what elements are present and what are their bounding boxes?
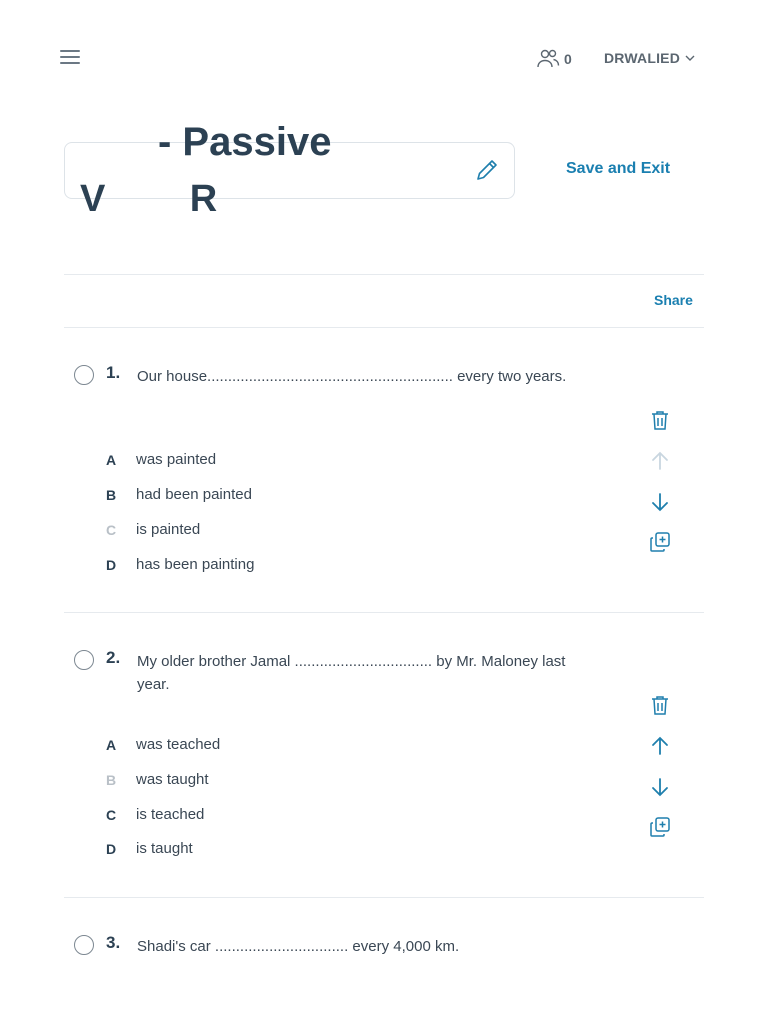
question-number: 1. — [106, 363, 121, 382]
option-text: was painted — [136, 451, 217, 468]
arrow-down-icon[interactable] — [648, 775, 672, 799]
question-text: Our house........................................................... every two years. — [137, 368, 567, 385]
trash-icon[interactable] — [648, 693, 672, 717]
duplicate-icon[interactable] — [648, 815, 672, 839]
option-letter: C — [106, 521, 117, 538]
option-letter: A — [106, 451, 117, 468]
arrow-down-icon[interactable] — [648, 490, 672, 514]
arrow-up-icon[interactable] — [648, 734, 672, 758]
quiz-title-line1: - Passive — [158, 120, 332, 164]
option-text: is painted — [136, 521, 201, 538]
option-text: has been painting — [136, 556, 255, 573]
divider — [64, 327, 704, 328]
question-text: My older brother Jamal ................................. by Mr. Maloney last year. — [137, 653, 566, 693]
option-d[interactable] — [106, 556, 254, 573]
option-a[interactable] — [106, 736, 220, 753]
option-b[interactable] — [106, 771, 209, 788]
question-number: 2. — [106, 648, 121, 667]
arrow-up-icon — [648, 449, 672, 473]
user-menu[interactable] — [604, 50, 696, 66]
option-letter: C — [106, 806, 117, 823]
question-select-radio[interactable] — [74, 365, 94, 385]
option-letter: B — [106, 771, 117, 788]
participants-button[interactable] — [536, 48, 572, 70]
participants-count: 0 — [564, 51, 572, 67]
option-letter: B — [106, 486, 117, 503]
question-select-radio[interactable] — [74, 935, 94, 955]
menu-icon[interactable] — [60, 50, 80, 68]
option-a[interactable] — [106, 451, 216, 468]
option-c[interactable] — [106, 521, 200, 538]
option-c[interactable] — [106, 806, 204, 823]
share-button[interactable]: Share — [654, 292, 693, 308]
divider — [64, 612, 704, 613]
save-and-exit-button[interactable]: Save and Exit — [566, 160, 671, 177]
question-text: Shadi's car ................................ every 4,000 km. — [137, 938, 460, 955]
duplicate-icon[interactable] — [648, 530, 672, 554]
chevron-down-icon — [684, 52, 696, 64]
option-text: was teached — [136, 736, 221, 753]
quiz-title-line2: V R — [80, 178, 218, 220]
participants-icon — [536, 48, 560, 70]
username: DRWALIED — [604, 50, 681, 66]
trash-icon[interactable] — [648, 408, 672, 432]
option-text: is taught — [136, 840, 193, 857]
option-b[interactable] — [106, 486, 252, 503]
question-number: 3. — [106, 933, 121, 952]
divider — [64, 897, 704, 898]
top-bar — [0, 0, 768, 120]
option-d[interactable] — [106, 840, 193, 857]
option-text: was taught — [136, 771, 209, 788]
pencil-icon[interactable] — [474, 157, 500, 183]
option-text: had been painted — [136, 486, 252, 503]
question-select-radio[interactable] — [74, 650, 94, 670]
option-text: is teached — [136, 806, 205, 823]
divider — [64, 274, 704, 275]
option-letter: D — [106, 840, 117, 857]
option-letter: A — [106, 736, 117, 753]
option-letter: D — [106, 556, 117, 573]
